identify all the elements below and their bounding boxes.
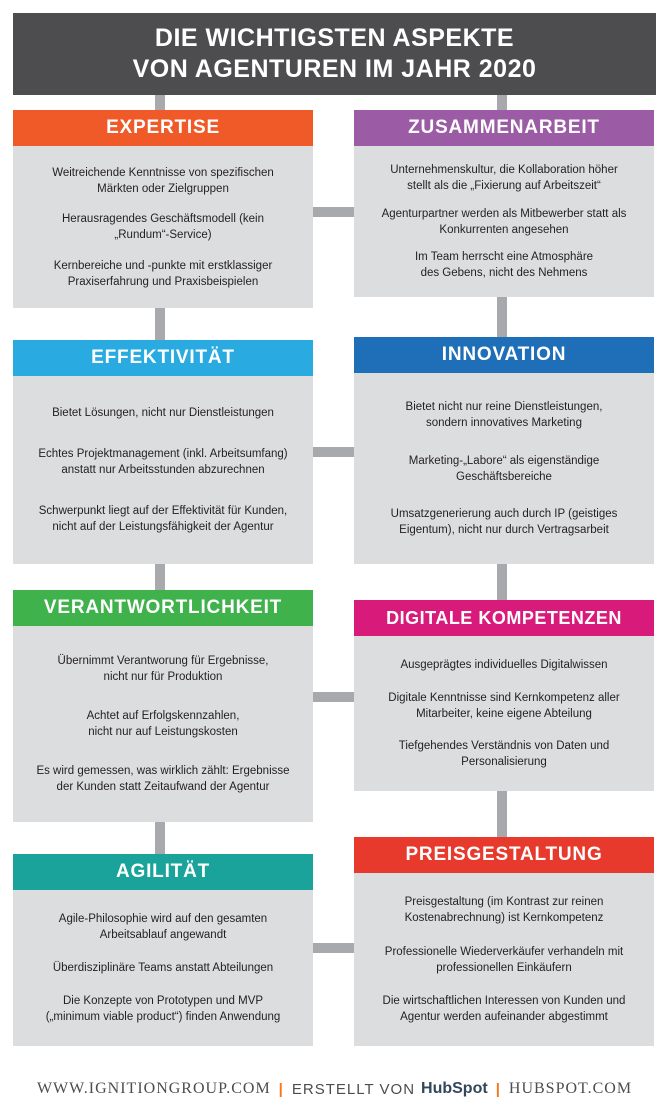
- card-item: Im Team herrscht eine Atmosphäre des Gebens, nicht des Nehmens: [414, 251, 594, 280]
- card-item: Überdisziplinäre Teams anstatt Abteilungen: [52, 962, 274, 974]
- card-title: EFFEKTIVITÄT: [91, 347, 235, 368]
- card-body: [13, 890, 313, 1046]
- connector-line: [313, 207, 354, 217]
- footer-separator: |: [495, 1080, 501, 1098]
- connector-line: [313, 447, 354, 457]
- card-body: [13, 146, 313, 308]
- card-header-innovation: [354, 337, 654, 373]
- card-preisgestaltung: [354, 837, 654, 1046]
- card-item: Preisgestaltung (im Kontrast zur reinen Kostenabrechnung) ist Kernkompetenz: [404, 896, 604, 925]
- card-body: [354, 146, 654, 297]
- card-header-expertise: [13, 110, 313, 146]
- connector-line: [313, 692, 354, 702]
- card-item: Herausragendes Geschäftsmodell (kein „Rundum“-Service): [62, 213, 264, 241]
- card-item: Digitale Kenntnisse sind Kernkompetenz aller Mitarbeiter, keine eigene Abteilung: [388, 691, 620, 720]
- card-item: Bietet nicht nur reine Dienstleistungen, sondern innovatives Marketing: [405, 400, 603, 429]
- card-body: [354, 873, 654, 1046]
- card-item: Agile-Philosophie wird auf den gesamten Arbeitsablauf angewandt: [58, 913, 268, 941]
- card-item: Bietet Lösungen, nicht nur Dienstleistungen: [52, 407, 274, 419]
- card-item: Marketing-„Labore“ als eigenständige Geschäftsbereiche: [408, 454, 600, 483]
- card-agilitaet: [13, 854, 313, 1046]
- connector-line: [313, 943, 354, 953]
- card-header-verantwortlichkeit: [13, 590, 313, 626]
- card-header-preisgestaltung: [354, 837, 654, 873]
- card-item: Unternehmenskultur, die Kollaboration höher stellt als die „Fixierung auf Arbeitszeit“: [390, 163, 618, 192]
- card-effektivitaet: [13, 340, 313, 564]
- card-item: Echtes Projektmanagement (inkl. Arbeitsumfang) anstatt nur Arbeitsstunden abzurechnen: [38, 448, 288, 476]
- title-line-2: VON AGENTUREN IM JAHR 2020: [132, 55, 537, 83]
- connector-line: [497, 95, 507, 110]
- card-body: [13, 626, 313, 822]
- card-body: [13, 376, 313, 564]
- card-title: ZUSAMMENARBEIT: [408, 117, 600, 138]
- card-body: [354, 636, 654, 791]
- card-title: AGILITÄT: [116, 861, 210, 882]
- card-header-zusammenarbeit: [354, 110, 654, 146]
- connector-line: [155, 95, 165, 110]
- hubspot-link[interactable]: HUBSPOT.COM: [508, 1080, 633, 1097]
- card-title: PREISGESTALTUNG: [405, 844, 603, 865]
- connector-line: [497, 564, 507, 600]
- card-item: Die wirtschaftlichen Interessen von Kunden und Agentur werden aufeinander abgestimmt: [382, 994, 626, 1023]
- card-innovation: [354, 337, 654, 564]
- card-title: VERANTWORTLICHKEIT: [43, 597, 283, 618]
- card-item: Umsatzgenerierung auch durch IP (geistiges Eigentum), nicht nur durch Vertragsarbeit: [390, 508, 618, 537]
- card-expertise: [13, 110, 313, 308]
- card-header-agilitaet: [13, 854, 313, 890]
- card-verantwortlichkeit: [13, 590, 313, 822]
- card-item: Kernbereiche und -punkte mit erstklassiger Praxiserfahrung und Praxisbeispielen: [53, 259, 273, 288]
- footer: [0, 1076, 669, 1102]
- card-item: Die Konzepte von Prototypen und MVP („minimum viable product“) finden Anwendung: [45, 995, 281, 1023]
- infographic-title: [13, 13, 656, 95]
- card-item: Tiefgehendes Verständnis von Daten und Personalisierung: [398, 740, 610, 769]
- card-title: DIGITALE KOMPETENZEN: [386, 607, 622, 628]
- connector-line: [497, 297, 507, 337]
- card-item: Achtet auf Erfolgskennzahlen, nicht nur auf Leistungskosten: [86, 710, 240, 738]
- title-line-1: DIE WICHTIGSTEN ASPEKTE: [154, 24, 515, 52]
- card-zusammenarbeit: [354, 110, 654, 297]
- card-item: Schwerpunkt liegt auf der Effektivität für Kunden, nicht auf der Leistungsfähigkeit der Agentur: [38, 505, 288, 533]
- card-title: EXPERTISE: [106, 117, 220, 138]
- connector-line: [155, 822, 165, 854]
- card-header-digitale-kompetenzen: [354, 600, 654, 636]
- connector-line: [497, 791, 507, 837]
- card-item: Agenturpartner werden als Mitbewerber statt als Konkurrenten angesehen: [381, 207, 627, 236]
- card-digitale-kompetenzen: [354, 600, 654, 791]
- card-item: Professionelle Wiederverkäufer verhandeln mit professionellen Einkäufern: [384, 945, 624, 974]
- created-by-text: ERSTELLT VON: [291, 1080, 416, 1098]
- card-header-effektivitaet: [13, 340, 313, 376]
- hubspot-logo: HubSpot: [421, 1080, 488, 1097]
- connector-line: [155, 564, 165, 590]
- card-title: INNOVATION: [441, 344, 567, 365]
- connector-line: [155, 308, 165, 340]
- card-item: Es wird gemessen, was wirklich zählt: Ergebnisse der Kunden statt Zeitaufwand der Agentur: [36, 765, 290, 793]
- card-body: [354, 373, 654, 564]
- card-item: Weitreichende Kenntnisse von spezifischen Märkten oder Zielgruppen: [52, 166, 274, 195]
- ignitiongroup-link[interactable]: WWW.IGNITIONGROUP.COM: [36, 1080, 271, 1097]
- footer-separator: |: [278, 1080, 284, 1098]
- card-item: Ausgeprägtes individuelles Digitalwissen: [400, 658, 608, 671]
- card-item: Übernimmt Verantworung für Ergebnisse, nicht nur für Produktion: [57, 655, 269, 683]
